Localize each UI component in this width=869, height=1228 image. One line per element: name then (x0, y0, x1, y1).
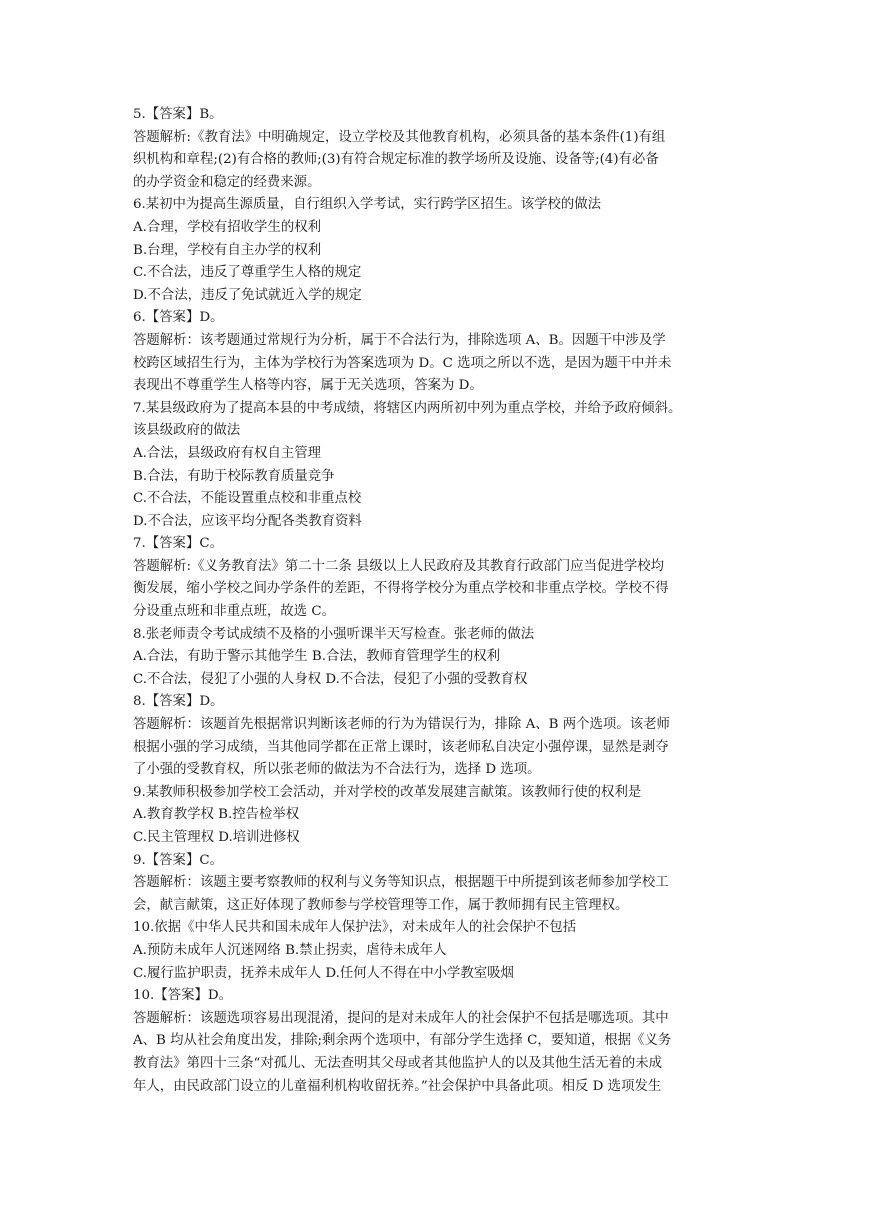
text-line: 根据小强的学习成绩，当其他同学都在正常上课时，该老师私自决定小强停课，显然是剥夺 (133, 739, 669, 755)
text-line: 教育法》第四十三条“对孤儿、无法查明其父母或者其他监护人的以及其他生活无着的未成 (133, 1055, 663, 1071)
text-line: 答题解析：该题主要考察教师的权利与义务等知识点，根据题干中所提到该老师参加学校工 (133, 875, 669, 891)
text-line: 8.【答案】D。 (133, 694, 224, 710)
text-line: 织机构和章程;(2)有合格的教师;(3)有符合规定标准的教学场所及设施、设备等;(4)有必备 (133, 152, 659, 168)
text-line: 该县级政府的做法 (133, 423, 241, 439)
text-line: 会，献言献策，这正好体现了教师参与学校管理等工作，属于教师拥有民主管理权。 (133, 897, 629, 913)
text-line: 7.某县级政府为了提高本县的中考成绩，将辖区内两所初中列为重点学校，并给予政府倾斜。 (133, 400, 682, 416)
text-line: D.不合法，应该平均分配各类教育资料 (133, 513, 362, 529)
text-line: 9.【答案】C。 (133, 852, 223, 868)
text-line: 答题解析:《教育法》中明确规定，设立学校及其他教育机构，必须具备的基本条件(1)有组 (133, 129, 666, 145)
text-line: 8.张老师责令考试成绩不及格的小强听课半天写检查。张老师的做法 (133, 626, 535, 642)
document-page (133, 104, 757, 1098)
text-line: A.合法，有助于警示其他学生 B.合法，教师育管理学生的权利 (133, 649, 501, 665)
text-line: D.不合法，违反了免试就近入学的规定 (133, 287, 362, 303)
text-line: A.预防未成年人沉迷网络 B.禁止拐卖，虐待未成年人 (133, 942, 447, 958)
text-line: A.教育教学权 B.控告检举权 (133, 807, 300, 823)
text-line: 衡发展，缩小学校之间办学条件的差距，不得将学校分为重点学校和非重点学校。学校不得 (133, 581, 669, 597)
text-line: C.不合法，侵犯了小强的人身权 D.不合法，侵犯了小强的受教育权 (133, 671, 528, 687)
text-line: 校跨区域招生行为，主体为学校行为答案选项为 D。C 选项之所以不选，是因为题干中并未 (133, 355, 672, 371)
text-line: A.合理，学校有招收学生的权利 (133, 219, 322, 235)
text-line: 年人，由民政部门设立的儿童福利机构收留抚养。”社会保护中具备此项。相反 D 选项发生 (133, 1078, 662, 1094)
text-line: C.履行监护职责，抚养未成年人 D.任何人不得在中小学教室吸烟 (133, 965, 514, 981)
text-line: 答题解析：该题选项容易出现混淆，提问的是对未成年人的社会保护不包括是哪选项。其中 (133, 1010, 669, 1026)
text-line: 6.某初中为提高生源质量，自行组织入学考试，实行跨学区招生。该学校的做法 (133, 197, 602, 213)
text-line: 分设重点班和非重点班，故选 C。 (133, 604, 335, 620)
text-line: 答题解析：该考题通过常规行为分析，属于不合法行为，排除选项 A、B。因题干中涉及学 (133, 332, 666, 348)
text-line: 6.【答案】D。 (133, 310, 224, 326)
text-line: 答题解析:《义务教育法》第二十二条 县级以上人民政府及其教育行政部门应当促进学校均 (133, 558, 664, 574)
text-line: 7.【答案】C。 (133, 536, 223, 552)
text-line: C.不合法，不能设置重点校和非重点校 (133, 491, 362, 507)
text-line: C.民主管理权 D.培训进修权 (133, 830, 300, 845)
text-line: 5.【答案】B。 (133, 107, 223, 122)
text-line: A.合法，县级政府有权自主管理 (133, 445, 322, 461)
text-line: A、B 均从社会角度出发，排除;剩余两个选项中，有部分学生选择 C，要知道，根据《义务 (133, 1033, 672, 1049)
text-line: 了小强的受教育权，所以张老师的做法为不合法行为，选择 D 选项。 (133, 762, 541, 778)
text-line: 答题解析：该题首先根据常识判断该老师的行为为错误行为，排除 A、B 两个选项。该老师 (133, 717, 670, 733)
text-line: 10.【答案】D。 (133, 988, 232, 1004)
text-line: B.台理，学校有自主办学的权利 (133, 242, 322, 258)
text-line: 10.依据《中华人民共和国未成年人保护法》，对未成年人的社会保护不包括 (133, 920, 577, 936)
text-line: 的办学资金和稳定的经费来源。 (133, 174, 321, 190)
text-line: C.不合法，违反了尊重学生人格的规定 (133, 265, 362, 281)
text-line: B.合法，有助于校际教育质量竞争 (133, 468, 335, 484)
text-line: 9.某教师积极参加学校工会活动，并对学校的改革发展建言献策。该教师行使的权利是 (133, 784, 642, 800)
text-line: 表现出不尊重学生人格等内容，属于无关选项，答案为 D。 (133, 378, 483, 394)
